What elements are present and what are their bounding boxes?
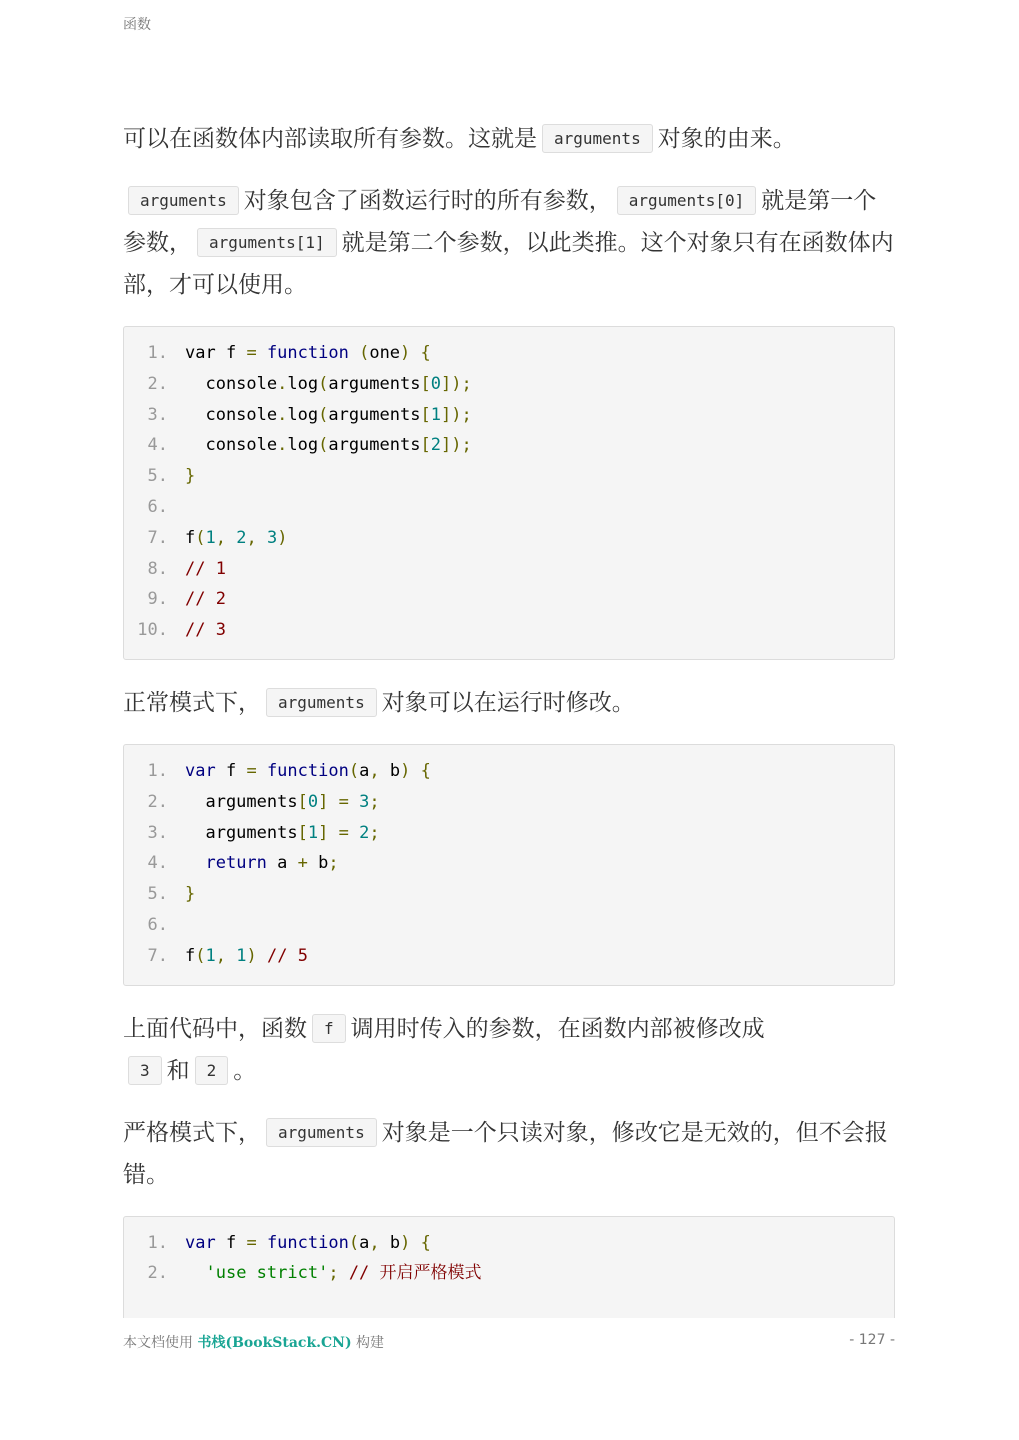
paragraph-text: 就是第一个参数， (123, 188, 877, 256)
code-line (124, 584, 894, 615)
code-line (124, 338, 894, 369)
running-header: 函数 (123, 17, 151, 33)
code-line (124, 879, 894, 910)
inline-code: arguments[0] (617, 186, 757, 215)
footer-brand-link[interactable]: 书栈(BookStack.CN) (197, 1335, 352, 1351)
line-number: 6. (147, 914, 168, 935)
code-text: var f = function(a, b) { (185, 1232, 431, 1253)
code-text: f(1, 1) // 5 (185, 945, 308, 966)
paragraph-text: 严格模式下， (123, 1119, 261, 1146)
code-line (124, 1228, 894, 1259)
inline-code: 3 (128, 1056, 162, 1085)
footer-prefix: 本文档使用 (123, 1335, 198, 1351)
paragraph-text: 和 (166, 1057, 190, 1084)
paragraph-text: 可以在函数体内部读取所有参数。这就是 (123, 126, 537, 152)
inline-code: f (312, 1014, 346, 1043)
line-number: 7. (147, 945, 168, 966)
inline-code: arguments (542, 124, 653, 153)
code-line (124, 818, 894, 849)
line-number: 9. (147, 589, 168, 610)
line-number: 3. (147, 404, 168, 425)
line-number: 8. (147, 558, 168, 579)
code-line (124, 756, 894, 787)
inline-code: arguments (266, 688, 377, 717)
paragraph-text: 对象可以在运行时修改。 (381, 689, 635, 716)
code-line (124, 787, 894, 818)
paragraph-4 (123, 1008, 895, 1092)
line-number: 2. (147, 373, 168, 394)
paragraph-1 (123, 118, 895, 160)
line-number: 5. (147, 884, 168, 905)
paragraph-text: 。 (233, 1057, 257, 1084)
paragraph-text: 正常模式下， (123, 689, 261, 716)
code-text: console.log(arguments[0]); (185, 373, 472, 394)
paragraph-text: 上面代码中，函数 (123, 1015, 307, 1042)
code-line (124, 910, 894, 941)
page-footer (123, 1332, 895, 1352)
code-text: arguments[0] = 3; (185, 791, 380, 812)
code-text: 'use strict'; // 开启严格模式 (205, 1263, 482, 1284)
line-number: 5. (147, 466, 168, 487)
inline-code: arguments (128, 186, 239, 215)
line-number: 7. (147, 527, 168, 548)
paragraph-text: 对象包含了函数运行时的所有参数， (243, 188, 612, 214)
footer-suffix: 构建 (351, 1335, 385, 1351)
code-text: var f = function (one) { (185, 343, 431, 363)
paragraph-3 (123, 682, 895, 724)
code-text: f(1, 2, 3) (185, 527, 288, 548)
code-line (124, 523, 894, 554)
code-text: // 2 (185, 589, 226, 610)
code-block-1 (123, 326, 895, 660)
paragraph-text: 就是第二个参数，以此类推。这个对象只有在函数体内部，才可以使用。 (123, 230, 894, 298)
line-number: 2. (147, 791, 168, 812)
paragraph-5 (123, 1112, 895, 1196)
inline-code: 2 (195, 1056, 229, 1085)
line-number: 3. (147, 822, 168, 843)
line-number: 10. (137, 620, 168, 641)
paragraph-2 (123, 180, 895, 306)
paragraph-text: 对象的由来。 (657, 126, 796, 152)
line-number: 4. (147, 435, 168, 456)
code-line (124, 492, 894, 523)
line-number: 1. (147, 343, 168, 363)
code-text: var f = function(a, b) { (185, 760, 431, 781)
code-line (124, 941, 894, 972)
code-text: arguments[1] = 2; (185, 822, 380, 843)
code-text: console.log(arguments[2]); (185, 435, 472, 456)
code-line (124, 615, 894, 646)
line-number: 6. (147, 496, 168, 517)
code-text: } (185, 466, 196, 487)
code-line (124, 400, 894, 431)
line-number: 2. (147, 1263, 168, 1284)
line-number: 4. (147, 853, 168, 874)
code-text: // 1 (185, 558, 226, 579)
paragraph-text: 对象是一个只读对象，修改它是无效的，但不会报错。 (123, 1119, 888, 1188)
line-number: 1. (147, 760, 168, 781)
paragraph-text: 调用时传入的参数，在函数内部被修改成 (350, 1015, 765, 1042)
code-text: return a + b; (205, 853, 339, 874)
page-number: - 127 - (849, 1332, 895, 1348)
inline-code: arguments[1] (197, 228, 337, 257)
code-block-3 (123, 1216, 895, 1318)
line-number: 1. (147, 1232, 168, 1253)
inline-code: arguments (266, 1118, 377, 1147)
code-line (124, 848, 894, 879)
page-content (123, 118, 895, 1318)
code-text: console.log(arguments[1]); (185, 404, 472, 425)
code-line (124, 1258, 894, 1289)
code-line (124, 430, 894, 461)
code-line (124, 554, 894, 585)
code-line (124, 461, 894, 492)
code-text: } (185, 884, 196, 905)
code-text: // 3 (185, 620, 226, 641)
code-block-2 (123, 744, 895, 986)
code-line (124, 369, 894, 400)
